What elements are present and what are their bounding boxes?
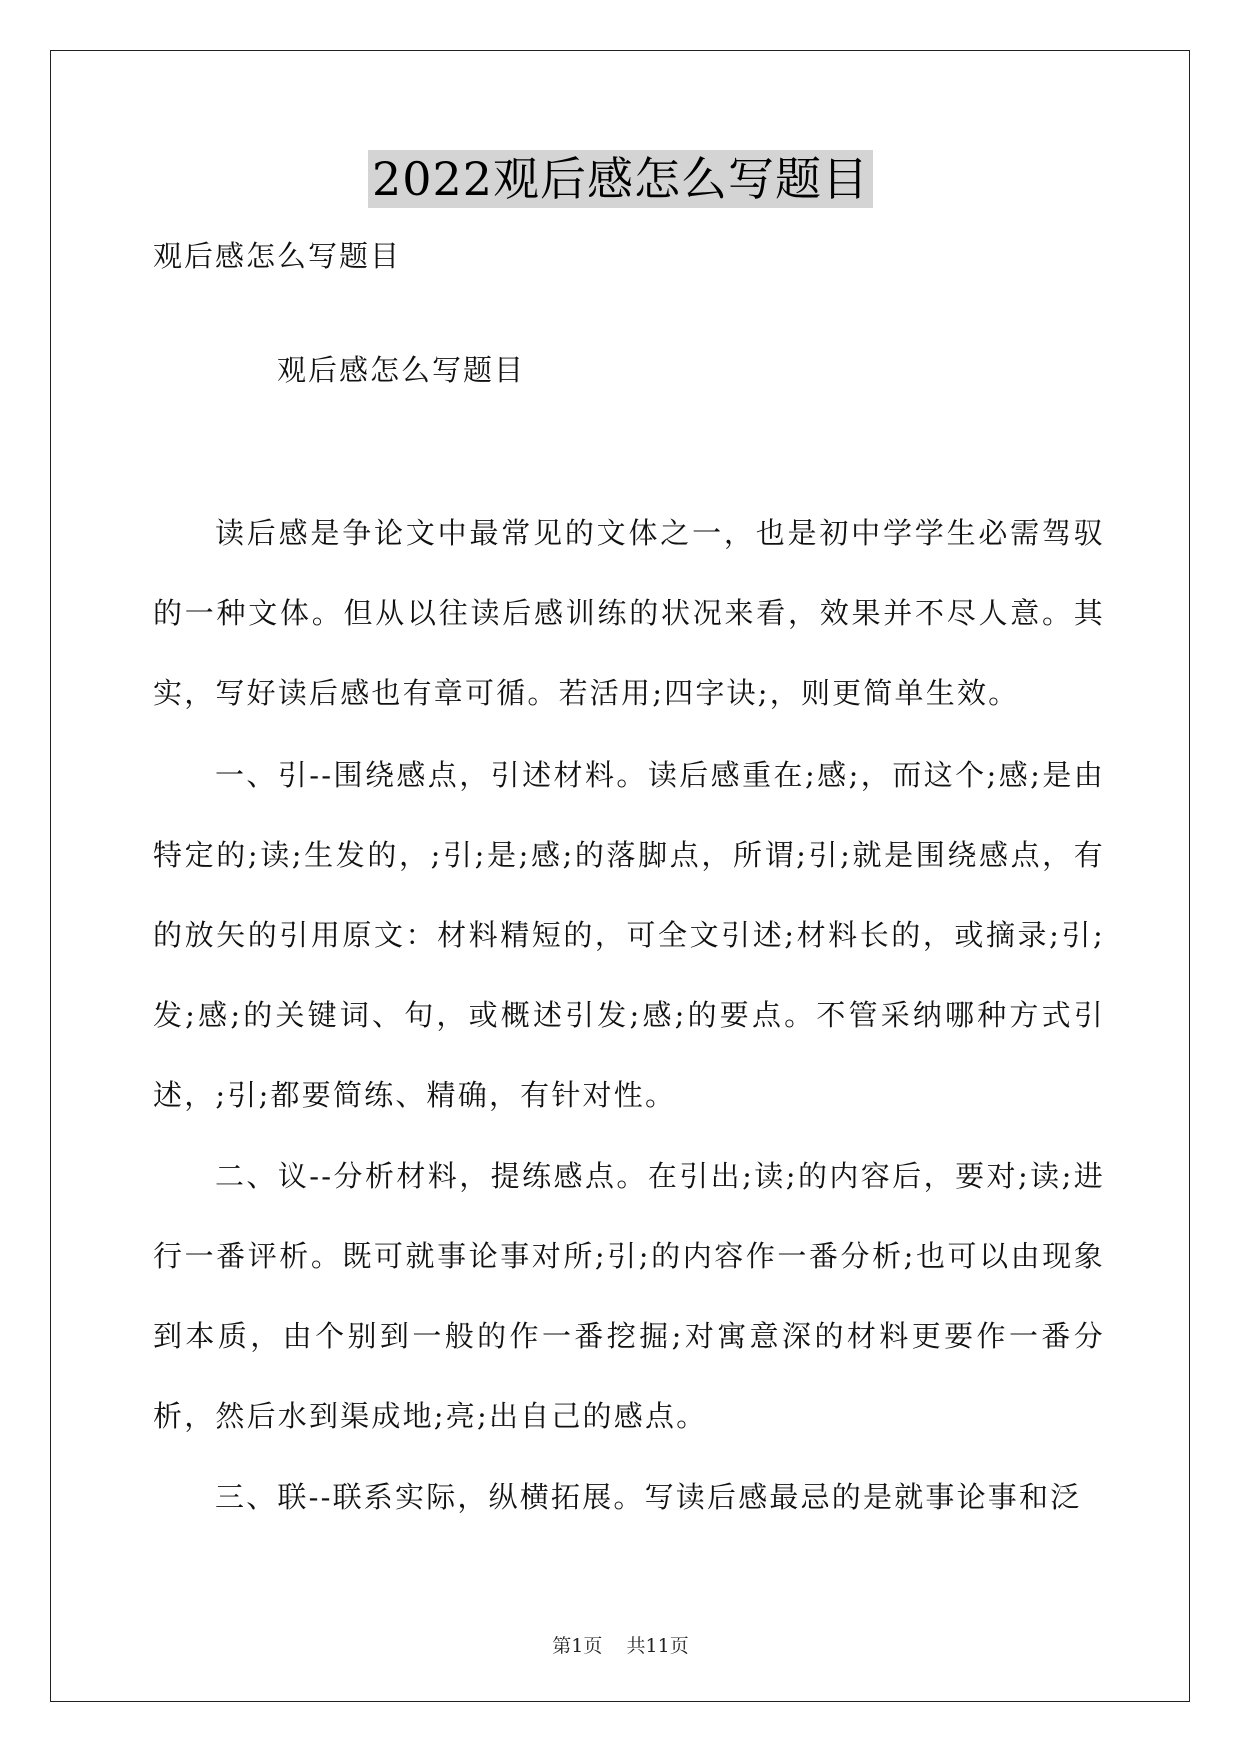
title-container (0, 150, 1241, 208)
page-footer (0, 1634, 1241, 1658)
body-paragraph: 二、议--分析材料，提练感点。在引出;读;的内容后，要对;读;进行一番评析。既可就事论事对所;引;的内容作一番分析;也可以由现象到本质，由个别到一般的作一番挖掘;对寓意深的材料更要作一番分析，然后水到渠成地;亮;出自己的感点。 (153, 1159, 1105, 1433)
page-number-label: 第1页 共11页 (552, 1635, 689, 1657)
body-paragraph: 一、引--围绕感点，引述材料。读后感重在;感;，而这个;感;是由特定的;读;生发的，;引;是;感;的落脚点，所谓;引;就是围绕感点，有的放矢的引用原文：材料精短的，可全文引述;材料长的，或摘录;引;发;感;的关键词、句，或概述引发;感;的要点。不管采纳哪种方式引述，;引;都要简练、精确，有针对性。 (153, 758, 1105, 1112)
subtitle-line-1: 观后感怎么写题目 (153, 239, 402, 273)
body-paragraph: 三、联--联系实际，纵横拓展。写读后感最忌的是就事论事和泛 (215, 1480, 1082, 1514)
body-paragraph: 读后感是争论文中最常见的文体之一，也是初中学学生必需驾驭的一种文体。但从以往读后感训练的状况来看，效果并不尽人意。其实，写好读后感也有章可循。若活用;四字诀;，则更简单生效。 (153, 516, 1105, 710)
subtitle-line-2: 观后感怎么写题目 (277, 353, 526, 387)
document-title: 2022观后感怎么写题目 (368, 150, 873, 208)
